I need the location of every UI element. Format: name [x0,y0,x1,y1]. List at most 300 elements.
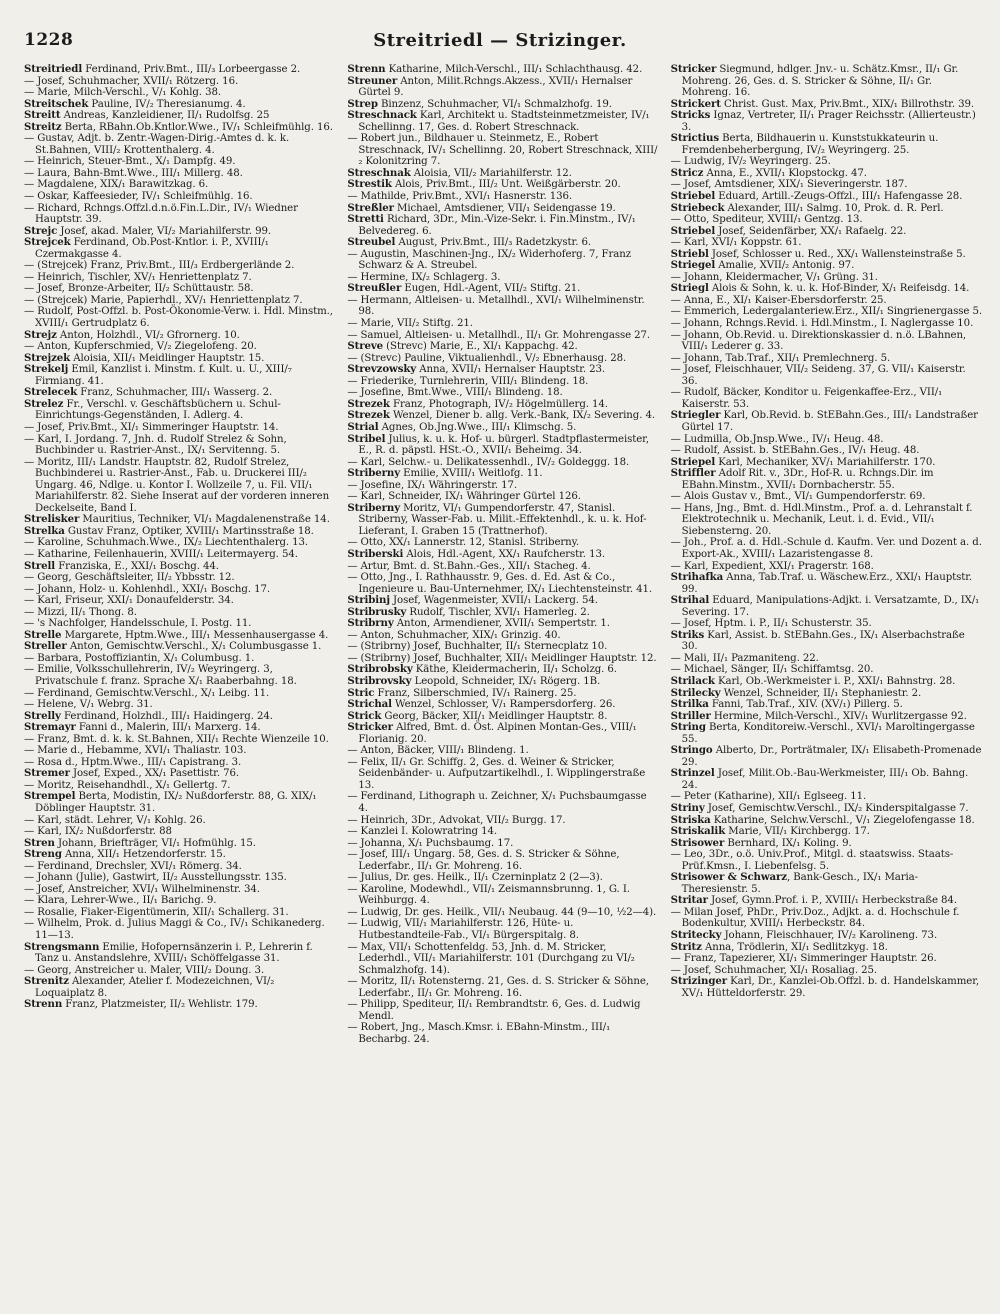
directory-entry [24,653,335,665]
entry-surname: Stricz [670,166,704,179]
entry-details: Wenzel, Diener b. allg. Verk.-Bank, IX/₂ Severing. 4. [389,410,655,422]
entry-surname: Strinzel [670,767,715,780]
entry-details: Anna, Tab.Traf. u. Wäschew.Erz., XXI/₁ Hauptstr. 99. [681,572,973,595]
entry-details: — Artur, Bmt. d. St.Bahn.-Ges., XII/₁ Stacheg. 4. [347,560,591,572]
entry-details: — Josef, III/₁ Ungarg. 58, Ges. d. S. Stricker & Söhne, Lederfabr., II/₁ Gr. Mohreng. 16. [347,849,620,872]
directory-entry [24,537,335,549]
directory-entry [347,849,658,872]
directory-entry [24,861,335,873]
directory-entry [347,468,658,480]
directory-entry [24,64,335,76]
entry-details: Amalie, XVII/₂ Antonig. 97. [715,260,855,272]
directory-entry [671,156,982,168]
entry-surname: Strihafka [670,571,724,584]
entry-details: — Karl, Expedient, XXI/₁ Pragerstr. 168. [670,560,874,572]
directory-entry [671,630,982,653]
directory-entry [671,491,982,503]
entry-details: Josef, Seidenfärber, XX/₁ Rafaelg. 22. [715,225,907,237]
directory-entry [347,364,658,376]
entry-details: Mauritius, Techniker, VI/₁ Magdalenenstraße 14. [79,514,330,526]
directory-column-3 [671,64,982,1292]
entry-surname: Striska [670,813,711,826]
directory-entry [671,664,982,676]
directory-entry [671,537,982,560]
directory-entry [24,168,335,180]
directory-entry [24,399,335,422]
directory-entry [347,838,658,850]
entry-details: — Robert, Jng., Masch.Kmsr. i. EBahn-Minstm., III/₁ Becharbg. 24. [347,1022,611,1045]
entry-details: — Gustav, Adjt. b. Zentr.-Wagen-Dirig.-Amtes d. k. k. St.Bahnen, VIII/₂ Krottenthalerg. 4. [24,133,290,156]
entry-surname: Stribrusky [347,605,407,618]
entry-surname: Strilack [670,674,715,687]
entry-surname: Strelly [24,709,61,722]
entry-details: — Katharine, Feilenhauerin, XVIII/₁ Leitermayerg. 54. [24,548,298,560]
entry-details: — Otto, Spediteur, XVIII/₁ Gentzg. 13. [670,214,863,226]
directory-entry [347,757,658,792]
directory-entry [671,226,982,238]
directory-entry [671,99,982,111]
entry-details: Josef, Wagenmeister, XVII/₁ Lackerg. 54. [389,595,598,607]
directory-entry [347,699,658,711]
directory-entry [24,722,335,734]
directory-entry [347,133,658,168]
entry-details: — Josef, Priv.Bmt., XI/₁ Simmeringer Hauptstr. 14. [24,421,279,433]
directory-entry [24,768,335,780]
directory-entry [347,676,658,688]
entry-details: — Josefine, IX/₁ Währingerstr. 17. [347,479,518,491]
directory-entry [671,942,982,954]
directory-entry [671,249,982,261]
entry-details: — Klara, Lehrer-Wwe., II/₁ Barichg. 9. [24,895,217,907]
entry-details: — Josef, Schuhmacher, XI/₁ Rosaliag. 25. [670,964,877,976]
entry-surname: Strezek [347,397,390,410]
entry-surname: Streschnack [347,109,417,122]
entry-details: — Ferdinand, Drechsler, XVI/₁ Römerg. 34. [24,860,242,872]
entry-details: — Josef, Schuhmacher, XVII/₁ Rötzerg. 16. [24,75,239,87]
directory-entry [24,884,335,896]
directory-entry [671,976,982,999]
entry-surname: Streßler [347,201,394,214]
entry-details: — Johanna, X/₁ Puchsbaumg. 17. [347,837,514,849]
directory-entry [24,849,335,861]
directory-entry [24,203,335,226]
entry-details: Fr., Verschl. v. Geschäftsbüchern u. Schul-Einrichtungs-Gegenständen, I. Adlerg. 4. [35,398,281,422]
directory-entry [24,745,335,757]
entry-surname: Striegel [670,259,716,272]
entry-surname: Strelle [24,628,62,641]
directory-entry [24,341,335,353]
directory-entry [347,872,658,884]
entry-details: Hermine, Milch-Verschl., XIV/₁ Wurlitzergasse 92. [710,710,967,722]
directory-entry [347,722,658,745]
directory-entry [24,664,335,687]
directory-entry [671,595,982,618]
directory-entry [24,330,335,342]
entry-details: Anton, Gemischtw.Verschl., X/₁ Columbusgasse 1. [66,641,322,653]
directory-entry [347,549,658,561]
directory-entry [347,791,658,814]
entry-surname: Strial [347,420,379,433]
entry-surname: Strelecek [24,386,78,399]
directory-entry [671,618,982,630]
entry-details: Katharine, Selchw.Verschl., V/₁ Ziegelofengasse 18. [710,814,975,826]
entry-surname: Strilecky [670,686,721,699]
directory-entry [347,387,658,399]
directory-entry [347,826,658,838]
entry-details: Aloisia, XII/₁ Meidlinger Hauptstr. 15. [70,352,265,364]
entry-details: Christ. Gust. Max, Priv.Bmt., XIX/₁ Billrothstr. 39. [720,98,974,110]
directory-entry [671,699,982,711]
entry-surname: Striberski [347,547,404,560]
directory-entry [671,179,982,191]
directory-entry [671,306,982,318]
directory-entry [347,330,658,342]
directory-entry [347,641,658,653]
entry-surname: Striebeck [670,201,725,214]
entry-details: Andreas, Kanzleidiener, II/₁ Rudolfsg. 25 [60,110,270,122]
directory-entry [347,907,658,919]
directory-entry [24,295,335,307]
directory-entry [24,549,335,561]
entry-surname: Streußler [347,282,402,295]
entry-details: Anna, XII/₁ Hetzendorferstr. 15. [61,849,226,861]
entry-details: Josef, Exped., XX/₁ Pasettistr. 76. [69,768,239,780]
directory-entry [347,237,658,249]
entry-surname: Striegl [670,282,709,295]
entry-details: — Max, VII/₁ Schottenfeldg. 53, Jnh. d. M. Stricker, Lederhdl., VII/₁ Mariahilferstr. 101 (Durchgang zu VI/₂ Schmalzhofg. 14). [347,941,635,976]
directory-entry [671,930,982,942]
directory-entry [671,272,982,284]
entry-surname: Strenn [24,998,63,1011]
entry-details: Eduard, Artill.-Zeugs-Offzl., III/₁ Hafengasse 28. [715,191,963,203]
entry-details: August, Priv.Bmt., III/₃ Radetzkystr. 6. [395,237,592,249]
directory-entry [671,133,982,156]
entry-details: Josef, Gemischtw.Verschl., IX/₂ Kinderspitalgasse 7. [704,803,969,814]
directory-entry [671,387,982,410]
entry-surname: Strejc [24,224,58,237]
entry-details: — Karl, IX/₂ Nußdorferstr. 88 [24,826,172,838]
entry-details: Franz, Photograph, IV/₂ Högelmüllerg. 14. [389,398,608,410]
entry-details: Bernhard, IX/₁ Koling. 9. [724,837,852,849]
entry-surname: Strelka [24,524,65,537]
entry-details: — Samuel, Altleisen- u. Metallhdl., II/₁ Gr. Mohrengasse 27. [347,329,651,341]
directory-entry [347,434,658,457]
entry-details: — Michael, Sänger, II/₁ Schiffamtsg. 20. [670,664,874,676]
directory-entry [24,283,335,295]
directory-entry [24,122,335,134]
entry-surname: Stricker [670,64,717,75]
entry-details: — Karl, XVI/₁ Koppstr. 61. [670,237,802,249]
directory-entry [671,849,982,872]
directory-entry [24,272,335,284]
directory-entry [671,895,982,907]
entry-details: Emil, Kanzlist i. Minstm. f. Kult. u. U., XIII/₇ Firmiang. 41. [35,364,292,387]
directory-entry [24,514,335,526]
directory-entry [347,607,658,619]
entry-details: Michael, Amtsdiener, VII/₁ Seidengasse 19. [393,202,616,214]
entry-surname: Stribrobsky [347,663,413,676]
directory-entry [671,410,982,433]
entry-details: Franz, Schuhmacher, III/₁ Wasserg. 2. [77,387,273,399]
entry-details: — Hermine, IX/₂ Schlagerg. 3. [347,271,501,283]
directory-entry [347,918,658,941]
entry-surname: Strenitz [24,975,69,988]
directory-entry [347,168,658,180]
directory-entry [671,237,982,249]
entry-surname: Stricker [347,721,393,734]
directory-entry [347,283,658,295]
entry-details: — Philipp, Spediteur, II/₁ Rembrandtstr. 6, Ges. d. Ludwig Mendl. [347,999,641,1022]
entry-surname: Striberny [347,467,401,480]
directory-entry [24,965,335,977]
directory-entry [671,953,982,965]
entry-surname: Striebl [670,247,709,260]
entry-details: — Magdalene, XIX/₁ Barawitzkag. 6. [24,179,209,191]
directory-entry [347,976,658,999]
directory-entry [24,422,335,434]
entry-details: Siegmund, hdlger. Jnv.- u. Schätz.Kmsr., II/₁ Gr. Mohreng. 26, Ges. d. S. Stricker & Söhne, II/₁ Gr. Mohreng. 16. [681,64,959,99]
directory-entry [347,179,658,191]
directory-entry [671,203,982,215]
entry-details: — Heinrich, 3Dr., Advokat, VII/₂ Burgg. 17. [347,814,566,826]
directory-entry [671,330,982,353]
directory-entry [24,584,335,596]
entry-surname: Stricks [670,109,711,122]
entry-details: — Ferdinand, Gemischtw.Verschl., X/₁ Leibg. 11. [24,687,270,699]
entry-surname: Striller [670,709,711,722]
entry-details: — Karoline, Schuhmach.Wwe., IX/₂ Liechtenthalerg. 13. [24,537,309,549]
entry-details: Katharine, Milch-Verschl., III/₁ Schlachthausg. 42. [385,64,643,75]
directory-entry [24,364,335,387]
entry-details: — Augustin, Maschinen-Jng., IX/₂ Widerhoferg. 7, Franz Schwarz & A. Streubel. [347,248,631,272]
entry-details: — 's Nachfolger, Handelsschule, I. Postg. 11. [24,618,252,630]
entry-details: Anna, XVII/₁ Hernalser Hauptstr. 23. [416,364,606,376]
entry-details: Julius, k. u. k. Hof- u. bürgerl. Stadtpflastermeister, E., R. d. päpstl. HSt.-O., XVII/₁ Beheimg. 34. [358,433,649,457]
directory-entry [24,688,335,700]
directory-entry [347,249,658,272]
directory-entry [347,191,658,203]
entry-details: — Heinrich, Tischler, XV/₁ Henriettenplatz 7. [24,271,252,283]
entry-details: Franziska, E., XXI/₁ Boschg. 44. [55,560,219,572]
entry-details: — Hans, Jng., Bmt. d. Hdl.Minstm., Prof. a. d. Lehranstalt f. Elektrotechnik u. Mechanik, Leut. i. d. Evid., VII/₁ Siebensterng. 20. [670,502,973,537]
entry-details: — Milan Josef, PhDr., Priv.Doz., Adjkt. a. d. Hochschule f. Bodenkultur, XVIII/₁ Herbeckstr. 84. [670,906,960,930]
entry-details: Franz, Silberschmied, IV/₁ Rainerg. 25. [374,687,577,699]
entry-details: — Johann (Julie), Gastwirt, II/₂ Ausstellungsstr. 135. [24,872,287,884]
entry-details: Alberto, Dr., Porträtmaler, IX/₁ Elisabeth-Promenade 29. [681,745,982,768]
directory-entry [24,156,335,168]
entry-surname: Striegler [670,409,721,422]
entry-details: Anna, Trödlerin, XI/₁ Sedlitzkyg. 18. [701,941,888,953]
entry-surname: Striks [670,628,705,641]
directory-entry [24,595,335,607]
entry-surname: Streuner [347,74,398,87]
entry-details: — Heinrich, Steuer-Bmt., X/₁ Dampfg. 49. [24,156,236,168]
directory-entry [24,110,335,122]
directory-entry [24,942,335,965]
entry-details: Berta, Konditoreiw.-Verschl., XVI/₁ Maroltingergasse 55. [681,722,975,745]
entry-details: — Julius, Dr. ges. Heilk., II/₁ Czerninplatz 2 (2—3). [347,872,603,884]
directory-entry [24,641,335,653]
directory-entry [24,434,335,457]
entry-surname: Strelez [24,397,64,410]
directory-entry [24,526,335,538]
directory-entry [347,711,658,723]
entry-surname: Striny [670,802,705,814]
entry-details: Emilie, Hofopernsänzerin i. P., Lehrerin f. Tanz u. Anstandslehre, XVIII/₁ Schöffelgasse 31. [35,941,313,965]
entry-surname: Stribrny [347,617,394,630]
directory-entry [671,295,982,307]
directory-entry [24,630,335,642]
entry-details: Anton, Milit.Rchngs.Akzess., XVII/₁ Hernalser Gürtel 9. [358,75,633,99]
entry-details: Josef, Milit.Ob.-Bau-Werkmeister, III/₁ Ob. Bahng. 24. [681,768,969,791]
entry-details: Anton, Armendiener, XVII/₁ Sempertstr. 1. [393,618,610,630]
directory-entry [347,214,658,237]
directory-entry [671,260,982,272]
entry-details: — Josef, Hptm. i. P., II/₁ Schusterstr. 35. [670,618,872,630]
directory-entry [347,942,658,977]
entry-details: Agnes, Ob.Jng.Wwe., III/₁ Klimschg. 5. [378,421,577,433]
directory-entry [347,341,658,353]
directory-entry [24,572,335,584]
entry-details: — Moritz, Reisehandhdl., X/₁ Gellertg. 7. [24,779,231,791]
entry-details: — Franz, Bmt. d. k. k. St.Bahnen, XII/₁ Rechte Wienzeile 10. [24,733,329,745]
entry-surname: Stribrovsky [347,674,412,687]
entry-details: — Marie, Milch-Verschl., V/₁ Kohlg. 38. [24,87,221,99]
entry-details: Binzenz, Schuhmacher, VI/₁ Schmalzhofg. 19. [377,98,612,110]
entry-details: Johann, Briefträger, VI/₁ Hofmühlg. 15. [54,837,256,849]
entry-details: Ferdinand, Ob.Post-Kntlor. i. P., XVIII/₁ Czermakgasse 4. [35,237,269,260]
entry-details: — Kanzlei I. Kolowratring 14. [347,826,498,838]
entry-surname: Striskalik [670,825,726,838]
directory-entry [24,353,335,365]
entry-surname: Strichal [347,698,392,711]
entry-surname: Strizinger [670,975,727,988]
entry-surname: Streitschek [24,97,89,110]
entry-surname: Streng [24,848,62,861]
directory-entry [671,214,982,226]
entry-surname: Strickert [670,97,721,110]
entry-details: — Josef, Fleischhauer, VII/₂ Seideng. 37, G. VII/₁ Kaiserstr. 36. [670,364,966,387]
entry-details: Alexander, Atelier f. Modezeichnen, VI/₂ Loquaiplatz 8. [35,976,275,999]
directory-entry [347,503,658,538]
entry-surname: Stremayr [24,721,76,734]
entry-details: — Otto, XX/₁ Lannerstr. 12, Stanisl. Striberny. [347,537,580,549]
directory-entry [671,653,982,665]
entry-details: Richard, 3Dr., Min.-Vize-Sekr. i. Fin.Minstm., IV/₁ Belvedereg. 6. [358,214,636,237]
directory-entry [347,76,658,99]
entry-surname: Strekelj [24,363,69,376]
entry-surname: Stremer [24,767,70,780]
entry-details: — Marie, VII/₂ Stiftg. 21. [347,318,473,330]
directory-entry [24,918,335,941]
directory-column-2 [347,64,658,1292]
entry-details: Karl, Ob.-Werkmeister i. P., XXI/₁ Bahnstrg. 28. [714,675,956,687]
entry-details: Marie, VII/₁ Kirchbergg. 17. [725,826,870,838]
entry-details: Fanni d., Malerin, III/₁ Marxerg. 14. [75,722,261,734]
directory-entry [671,110,982,133]
entry-details: — Karl, Friseur, XXI/₁ Donaufelderstr. 34. [24,595,234,607]
entry-details: — Rudolf, Bäcker, Konditor u. Feigenkaffee-Erz., VII/₁ Kaiserstr. 53. [670,387,943,410]
entry-details: (Strevc) Marie, E., XI/₁ Kappachg. 42. [383,341,578,353]
entry-details: Fanni, Tab.Traf., XIV. (XV/₁) Pillerg. 5. [708,699,903,711]
entry-details: — (Strejcek) Marie, Papierhdl., XV/₁ Henriettenplatz 7. [24,294,303,306]
entry-details: — Josef, Bronze-Arbeiter, II/₂ Schüttaustr. 58. [24,283,254,295]
entry-details: — Hermann, Altleisen- u. Metallhdl., XVI/₁ Wilhelminenstr. 98. [347,294,645,318]
directory-entry [24,457,335,515]
entry-details: Berta, RBahn.Ob.Kntlor.Wwe., IV/₁ Schleifmühlg. 16. [61,121,333,133]
entry-details: — Moritz, II/₁ Rotensterng. 21, Ges. d. S. Stricker & Söhne, Lederfabr., II/₁ Gr. Mohreng. 16. [347,976,649,999]
directory-entry [24,815,335,827]
directory-entry [24,907,335,919]
entry-details: — Moritz, III/₁ Landstr. Hauptstr. 82, Rudolf Strelez, Buchbinderei u. Rastrier-Anst., Fab. u. Druckerei III/₂ Ungarg. 46, Ndlge. u. Kontor I. Wollzeile 7, u. Fil. VII/₁ Mariahilferstr. 82. Siehe Inserat auf der vorderen inneren Deckelseite, Band I. [24,456,330,514]
directory-entry [24,76,335,88]
entry-details: — (Strejcek) Franz, Priv.Bmt., III/₃ Erdbergerlände 2. [24,260,295,272]
entry-details: Franz, Platzmeister, II/₂ Wehlistr. 179. [62,999,258,1011]
entry-surname: Stren [24,836,55,849]
directory-entry [347,884,658,907]
entry-details: Pauline, IV/₂ Theresianumg. 4. [88,98,246,110]
entry-surname: Striebel [670,190,716,203]
directory-entry [347,480,658,492]
directory-entry [671,722,982,745]
entry-surname: Strevzowsky [347,363,417,376]
directory-entry [671,353,982,365]
directory-entry [347,295,658,318]
directory-entry [24,999,335,1011]
entry-details: — Alois Gustav v., Bmt., VI/₁ Gumpendorferstr. 69. [670,491,926,503]
directory-entry [24,976,335,999]
entry-surname: Strep [347,97,378,110]
entry-details: Karl, Assist. b. StEBahn.Ges., IX/₁ Alserbachstraße 30. [681,629,965,653]
entry-surname: Streitriedl [24,64,83,75]
directory-entry [347,630,658,642]
entry-surname: Strejz [24,328,57,341]
directory-entry [347,572,658,595]
entry-details: Berta, Modistin, IX/₂ Nußdorferstr. 88, G. XIX/₁ Döblinger Hauptstr. 31. [35,791,317,814]
entry-details: — (Stribrny) Josef, Buchhalter, II/₁ Sternecplatz 10. [347,641,608,653]
entry-details: — Karoline, Modewhdl., VII/₁ Zeismannsbrunng. 1, G. I. Weihburgg. 4. [347,883,630,907]
directory-entry [347,745,658,757]
directory-entry [671,688,982,700]
entry-details: Alois, Priv.Bmt., III/₂ Unt. Weißgärberstr. 20. [391,179,621,191]
entry-details: Adolf Rit. v., 3Dr., Hof-R. u. Rchngs.Dir. im EBahn.Minstm., XVII/₁ Dornbacherstr. 55. [681,468,934,491]
directory-entry [671,791,982,803]
entry-details: — Rudolf, Post-Offzl. b. Post-Ökonomie-Verw. i. Hdl. Minstm., XVIII/₁ Gertrudplatz 6. [24,306,333,330]
directory-entry [24,306,335,329]
entry-details: Wenzel, Schlosser, V/₁ Rampersdorferg. 26. [391,699,616,711]
directory-entry [24,734,335,746]
entry-details: Ignaz, Vertreter, II/₁ Prager Reichsstr. (Allierteustr.) 3. [681,110,976,133]
directory-entry [671,872,982,895]
entry-details: Karl, Ob.Revid. b. StEBahn.Ges., III/₁ Landstraßer Gürtel 17. [681,410,978,433]
entry-details: Margarete, Hptm.Wwe., III/₁ Messenhausergasse 4. [61,629,329,641]
entry-details: — Mali, II/₁ Pazmaniteng. 22. [670,652,819,664]
entry-surname: Stribinj [347,594,390,607]
entry-details: Gustav Franz, Optiker, XVIII/₁ Martinsstraße 18. [64,525,314,537]
directory-entry [671,745,982,768]
entry-details: — Johann, Holz- u. Kohlenhdl., XXI/₁ Boschg. 17. [24,583,270,595]
entry-surname: Stretti [347,213,384,226]
entry-surname: Strilka [670,698,709,711]
entry-details: Alois, Hdl.-Agent, XX/₁ Raufcherstr. 13. [403,548,605,560]
entry-details: — Josef, Amtsdiener, XIX/₁ Sieveringerstr. 187. [670,179,908,191]
directory-entry [347,399,658,411]
directory-entry [671,318,982,330]
entry-surname: Strempel [24,790,76,803]
entry-surname: Streitz [24,120,62,133]
entry-details: — Ludwig, VII/₁ Mariahilferstr. 126, Hüte- u. Hutbestandteile-Fab., VI/₁ Bürgerspitalg. 8. [347,918,579,942]
directory-entry [24,133,335,156]
